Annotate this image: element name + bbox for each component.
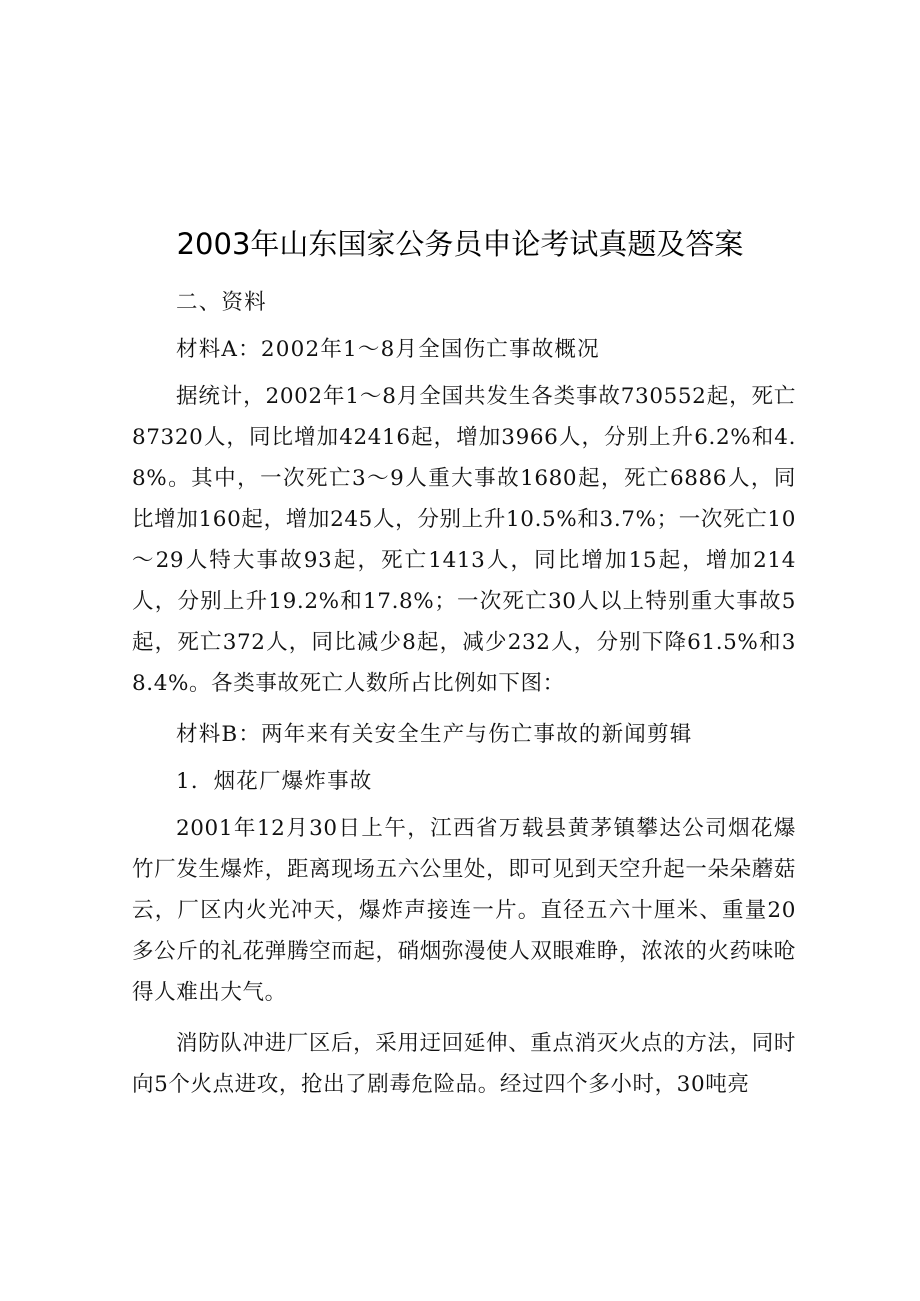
material-a-heading: 材料A：2002年1～8月全国伤亡事故概况	[176, 337, 600, 362]
material-b-heading: 材料B：两年来有关安全生产与伤亡事故的新闻剪辑	[176, 722, 693, 747]
item-1-paragraph-1: 2001年12月30日上午，江西省万载县黄茅镇攀达公司烟花爆竹厂发生爆炸，距离现场五六公里处，即可见到天空升起一朵朵蘑菇云，厂区内火光冲天，爆炸声接连一片。直径五六十厘米、重量20多公斤的礼花弹腾空而起，硝烟弥漫使人双眼难睁，浓浓的火药味呛得人难出大气。	[132, 816, 796, 1005]
item-1-paragraph-2: 消防队冲进厂区后，采用迂回延伸、重点消灭火点的方法，同时向5个火点进攻，抢出了剧毒危险品。经过四个多小时，30吨亮	[132, 1031, 796, 1097]
document-title: 2003年山东国家公务员申论考试真题及答案	[176, 227, 744, 261]
section-heading: 二、资料	[176, 290, 267, 315]
material-a-paragraph: 据统计，2002年1～8月全国共发生各类事故730552起，死亡87320人，同比增加42416起，增加3966人，分别上升6.2%和4.8%。其中，一次死亡3～9人重大事故1680起，死亡6886人，同比增加160起，增加245人，分别上升10.5%和3.7%；一次死亡10～29人特大事故93起，死亡1413人，同比增加15起，增加214人，分别上升19.2%和17.8%；一次死亡30人以上特别重大事故5起，死亡372人，同比减少8起，减少232人，分别下降61.5%和38.4%。各类事故死亡人数所占比例如下图：	[132, 384, 796, 696]
item-1-heading: 1．烟花厂爆炸事故	[176, 769, 373, 794]
document-body	[132, 282, 796, 1105]
